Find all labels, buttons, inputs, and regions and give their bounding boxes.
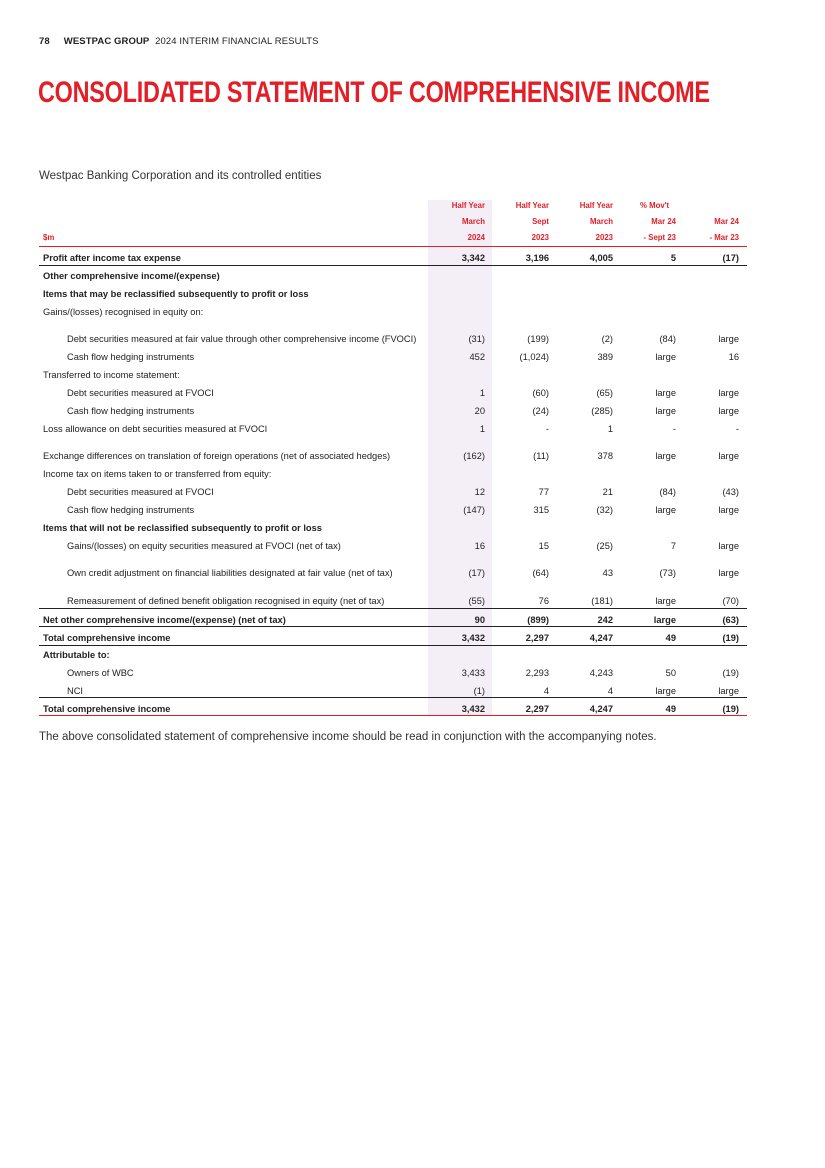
col3-line2: Mar 24 xyxy=(651,217,676,226)
row-value-col4: (63) xyxy=(722,614,739,625)
col2-line1: Half Year xyxy=(579,201,613,210)
row-value-col3: large xyxy=(655,450,676,461)
row-label: Owners of WBC xyxy=(67,667,134,678)
row-value-col1: (64) xyxy=(532,567,549,578)
row-value-col1: (11) xyxy=(533,450,549,461)
row-value-col4: large xyxy=(718,540,739,551)
row-value-col3: - xyxy=(672,423,676,434)
row-value-col4: large xyxy=(718,567,739,578)
row-value-col0: (1) xyxy=(473,685,485,696)
table-row xyxy=(39,247,747,266)
col1-line2: Sept xyxy=(532,217,549,226)
table-row xyxy=(39,382,747,400)
row-value-col1: 76 xyxy=(538,595,549,606)
col1-line1: Half Year xyxy=(515,201,549,210)
table-row xyxy=(39,580,747,608)
table-row xyxy=(39,364,747,382)
row-label: Items that will not be reclassified subsequently to profit or loss xyxy=(43,522,322,533)
table-row xyxy=(39,436,747,463)
row-value-col2: 4 xyxy=(607,685,613,696)
table-row xyxy=(39,400,747,418)
row-value-col0: (31) xyxy=(468,333,485,344)
row-label: Items that may be reclassified subsequently to profit or loss xyxy=(43,288,309,299)
table-row xyxy=(39,319,747,346)
report-name: 2024 INTERIM FINANCIAL RESULTS xyxy=(155,36,319,47)
col3-line3: - Sept 23 xyxy=(643,233,676,242)
movement-header: % Mov't xyxy=(640,201,670,210)
row-value-col1: (1,024) xyxy=(519,351,549,362)
row-value-col4: (19) xyxy=(722,632,739,643)
row-value-col3: large xyxy=(655,595,676,606)
row-value-col3: large xyxy=(655,685,676,696)
table-row xyxy=(39,499,747,517)
row-value-col2: (181) xyxy=(591,595,613,606)
row-value-col1: 15 xyxy=(538,540,549,551)
row-value-col3: (84) xyxy=(659,333,676,344)
row-value-col1: 2,297 xyxy=(525,632,549,643)
row-value-col2: 4,247 xyxy=(589,703,613,714)
row-value-col4: - xyxy=(735,423,739,434)
row-value-col2: (32) xyxy=(596,504,613,515)
row-value-col3: large xyxy=(655,405,676,416)
row-value-col0: 452 xyxy=(469,351,485,362)
row-value-col0: 3,432 xyxy=(461,703,485,714)
row-value-col0: (147) xyxy=(463,504,485,515)
table-row xyxy=(39,553,747,580)
row-label: Net other comprehensive income/(expense) (net of tax) xyxy=(43,614,286,625)
row-value-col2: (285) xyxy=(591,405,613,416)
row-value-col3: (84) xyxy=(659,486,676,497)
table-row xyxy=(39,697,747,716)
table-row xyxy=(39,608,747,627)
row-label: Cash flow hedging instruments xyxy=(67,504,195,515)
col2-line2: March xyxy=(590,217,613,226)
row-value-col4: large xyxy=(718,450,739,461)
row-value-col1: (60) xyxy=(532,387,549,398)
row-value-col0: (162) xyxy=(463,450,485,461)
table-row xyxy=(39,662,747,680)
col0-line1: Half Year xyxy=(451,201,485,210)
row-value-col0: (55) xyxy=(468,595,485,606)
row-value-col1: 3,196 xyxy=(525,252,549,263)
row-value-col0: (17) xyxy=(468,567,485,578)
row-label: Exchange differences on translation of foreign operations (net of associated hedges) xyxy=(43,450,391,461)
row-label: Transferred to income statement: xyxy=(43,369,180,380)
row-value-col1: 315 xyxy=(533,504,549,515)
table-row xyxy=(39,463,747,481)
row-value-col3: 49 xyxy=(665,632,676,643)
row-value-col1: 77 xyxy=(538,486,549,497)
row-value-col3: large xyxy=(653,614,676,625)
row-value-col2: 1 xyxy=(607,423,613,434)
table-bottom-rule xyxy=(39,715,747,716)
table-row xyxy=(39,680,747,698)
row-value-col2: (2) xyxy=(601,333,613,344)
table-row xyxy=(39,481,747,499)
row-label: Profit after income tax expense xyxy=(43,252,181,263)
col4-line2: Mar 24 xyxy=(714,217,739,226)
row-value-col2: 242 xyxy=(597,614,613,625)
table-row xyxy=(39,265,747,283)
table-row xyxy=(39,517,747,535)
row-value-col3: large xyxy=(655,387,676,398)
row-value-col3: large xyxy=(655,504,676,515)
row-value-col2: 378 xyxy=(597,450,613,461)
row-value-col3: 49 xyxy=(665,703,676,714)
row-label: Remeasurement of defined benefit obligation recognised in equity (net of tax) xyxy=(67,595,385,606)
footnote: The above consolidated statement of comprehensive income should be read in conjunction with the accompanying notes. xyxy=(39,731,657,743)
row-value-col3: 50 xyxy=(665,667,676,678)
row-label: Attributable to: xyxy=(43,649,110,660)
company-name: WESTPAC GROUP xyxy=(63,36,150,47)
table-row xyxy=(39,283,747,301)
table-row xyxy=(39,535,747,553)
unit-label: $m xyxy=(43,233,55,242)
row-label: Own credit adjustment on financial liabilities designated at fair value (net of tax) xyxy=(67,567,393,578)
row-value-col4: (19) xyxy=(722,667,739,678)
row-value-col4: (17) xyxy=(722,252,739,263)
row-label: Debt securities measured at FVOCI xyxy=(67,387,214,398)
row-value-col1: - xyxy=(545,423,549,434)
row-label: Gains/(losses) on equity securities measured at FVOCI (net of tax) xyxy=(67,540,341,551)
row-value-col3: large xyxy=(655,351,676,362)
row-label: Gains/(losses) recognised in equity on: xyxy=(43,306,204,317)
table-row xyxy=(39,626,747,646)
col2-line3: 2023 xyxy=(595,233,613,242)
col0-line3: 2024 xyxy=(467,233,485,242)
row-value-col2: 389 xyxy=(597,351,613,362)
row-value-col1: (24) xyxy=(532,405,549,416)
row-value-col1: 2,297 xyxy=(525,703,549,714)
page-header xyxy=(39,36,319,47)
row-value-col0: 1 xyxy=(479,423,485,434)
table-row xyxy=(39,301,747,319)
row-value-col0: 12 xyxy=(474,486,485,497)
table-row xyxy=(39,418,747,436)
row-value-col0: 20 xyxy=(474,405,485,416)
row-label: Income tax on items taken to or transferred from equity: xyxy=(43,468,272,479)
row-value-col0: 16 xyxy=(474,540,485,551)
row-value-col3: 7 xyxy=(670,540,676,551)
row-value-col0: 3,432 xyxy=(461,632,485,643)
row-value-col0: 90 xyxy=(474,614,485,625)
table-row xyxy=(39,346,747,364)
row-value-col4: large xyxy=(718,685,739,696)
col0-line2: March xyxy=(462,217,485,226)
row-value-col2: 4,247 xyxy=(589,632,613,643)
row-label: Total comprehensive income xyxy=(43,632,171,643)
row-value-col4: (70) xyxy=(722,595,739,606)
row-label: NCI xyxy=(67,685,84,696)
row-value-col1: 4 xyxy=(543,685,549,696)
page-number: 78 xyxy=(39,36,50,47)
row-value-col2: 4,005 xyxy=(589,252,613,263)
row-label: Loss allowance on debt securities measured at FVOCI xyxy=(43,423,268,434)
row-value-col0: 3,433 xyxy=(461,667,485,678)
row-value-col4: large xyxy=(718,405,739,416)
row-value-col4: (43) xyxy=(722,486,739,497)
row-value-col4: large xyxy=(718,333,739,344)
row-value-col4: large xyxy=(718,504,739,515)
row-label: Other comprehensive income/(expense) xyxy=(43,270,220,281)
row-value-col3: 5 xyxy=(670,252,676,263)
row-value-col1: (199) xyxy=(527,333,549,344)
page-title: CONSOLIDATED STATEMENT OF COMPREHENSIVE INCOME xyxy=(38,76,710,109)
table-row xyxy=(39,644,747,662)
row-value-col1: (899) xyxy=(527,614,549,625)
row-value-col3: (73) xyxy=(659,567,676,578)
entity-subtitle: Westpac Banking Corporation and its controlled entities xyxy=(39,170,322,182)
col4-line3: - Mar 23 xyxy=(709,233,739,242)
col1-line3: 2023 xyxy=(531,233,549,242)
row-value-col2: (65) xyxy=(596,387,613,398)
row-value-col4: 16 xyxy=(728,351,739,362)
row-value-col4: (19) xyxy=(722,703,739,714)
row-value-col2: 43 xyxy=(602,567,613,578)
row-label: Debt securities measured at fair value through other comprehensive income (FVOCI) xyxy=(67,333,417,344)
row-label: Cash flow hedging instruments xyxy=(67,405,195,416)
row-value-col2: (25) xyxy=(596,540,613,551)
row-value-col1: 2,293 xyxy=(525,667,549,678)
row-label: Debt securities measured at FVOCI xyxy=(67,486,214,497)
row-value-col0: 3,342 xyxy=(461,252,485,263)
row-value-col2: 4,243 xyxy=(589,667,613,678)
row-value-col4: large xyxy=(718,387,739,398)
row-value-col0: 1 xyxy=(479,387,485,398)
row-label: Cash flow hedging instruments xyxy=(67,351,195,362)
row-value-col2: 21 xyxy=(602,486,613,497)
row-label: Total comprehensive income xyxy=(43,703,171,714)
